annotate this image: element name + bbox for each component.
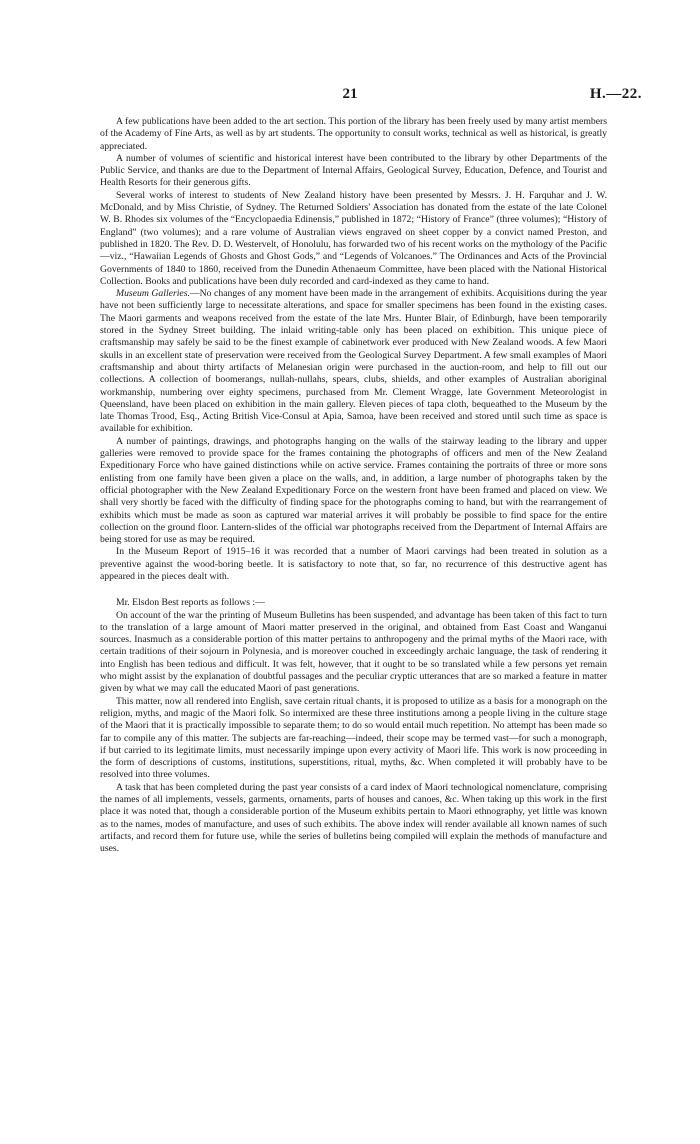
paragraph-departmental-gifts: A number of volumes of scientific and historical interest have been contributed to the library by other Departments of the Public Service, and thanks are due to the Department of Internal Affairs, Geological Survey, Education, Defence, and Tourist and Health Resorts for their generous gifts.	[100, 152, 607, 189]
best-report-intro: Mr. Elsdon Best reports as follows :—	[116, 597, 265, 609]
museum-galleries-text: —No changes of any moment have been made in the arrangement of exhibits. Acquisitions during the year have not been sufficiently large to necessitate alterations, and space for smaller specimens has been found in the existing cases. The Maori garments and weapons received from the estate of the late Mrs. Hunter Blair, of Edinburgh, have been temporarily stored in the Sydney Street building. The inlaid writing-table only has been placed on exhibition. This unique piece of craftsmanship may safely be said to be the finest example of cabinetwork ever produced with New Zealand woods. A few Maori skulls in an excellent state of preservation were received from the Geological Survey Department. A few small examples of Maori craftsmanship and about thirty artifacts of Melanesian origin were purchased in the auction-room, and help to fill out our collections. A collection of boomerangs, nullah-nullahs, spears, clubs, shields, and other examples of Australian aboriginal workmanship, numbering over eighty specimens, purchased from Mr. Clement Wragge, late Government Meteorologist in Queensland, have been placed on exhibition in the main gallery. Eleven pieces of tapa cloth, bequeathed to the Museum by the late Thomas Trood, Esq., Acting British Vice-Consul at Apia, Samoa, have been received and stored until such time as space is available for exhibition.	[100, 288, 607, 435]
museum-galleries-heading: Museum Galleries.	[116, 288, 190, 300]
best-report-monograph: This matter, now all rendered into English, save certain ritual chants, it is proposed to utilize as a basis for a monograph on the religion, myths, and magic of the Maori folk. So intermixed are these three institutions among a people living in the culture stage of the Maori that it is practically impossible to separate them; to do so would entail much repetition. No attempt has been made so far to compile any of this matter. The subjects are far-reaching—indeed, their scope may be termed vast—for such a monograph, if but carried to its legitimate limits, must necessarily impinge upon every activity of Maori life. This work is now proceeding in the form of descriptions of customs, institutions, superstitions, ritual, myths, &c. When completed it will probably have to be resolved into three volumes.	[100, 695, 607, 781]
document-reference: H.—22.	[589, 86, 642, 102]
paragraph-museum-galleries	[100, 288, 607, 436]
paragraph-art-section: A few publications have been added to the art section. This portion of the library has been freely used by many artist members of the Academy of Fine Arts, as well as by art students. The opportunity to consult works, technical as well as historical, is greatly appreciated.	[100, 116, 607, 152]
paragraph-presented-works: Several works of interest to students of New Zealand history have been presented by Messrs. J. H. Farquhar and J. W. McDonald, and by Miss Christie, of Sydney. The Returned Soldiers' Association has donated from the estate of the late Colonel W. B. Rhodes six volumes of the “Encyclopaedia Edinensis,” published in 1872; “History of France” (three volumes); “History of England” (two volumes); and a rare volume of Australian views engraved on sheet copper by a convict named Preston, and published in 1820. The Rev. D. D. Westervelt, of Honolulu, has forwarded two of his recent works on the mythology of the Pacific—viz., “Hawaiian Legends of Ghosts and Ghost Gods,” and “Legends of Volcanoes.” The Ordinances and Acts of the Provincial Governments of 1840 to 1860, received from the Dunedin Athenaeum Committee, have been placed with the National Historical Collection. Books and publications have been duly recorded and card-indexed as they came to hand.	[100, 189, 607, 287]
body-text	[100, 116, 607, 856]
best-report-card-index: A task that has been completed during the past year consists of a card index of Maori technological nomenclature, comprising the names of all implements, vessels, garments, ornaments, parts of houses and canoes, &c. When taking up this work in the first place it was noted that, though a considerable portion of the Museum exhibits pertain to Maori ethnography, yet little was known as to the names, modes of manufacture, and uses of such exhibits. The above index will render available all known names of such artifacts, and record them for future use, while the series of bulletins being compiled will explain the methods of manufacture and uses.	[100, 781, 607, 855]
best-report-translation: On account of the war the printing of Museum Bulletins has been suspended, and advantage has been taken of this fact to turn to the translation of a large amount of Maori matter preserved in the original, and obtained from East Coast and Wanganui sources. Inasmuch as a considerable portion of this matter pertains to anthropogeny and the primal myths of the Maori race, with certain traditions of their sojourn in Polynesia, and is moreover couched in exceedingly archaic language, the task of rendering it into English has been tedious and difficult. It was felt, however, that it ought to be so translated while a few persons yet remain who might assist by the explanation of doubtful passages and the peculiar cryptic utterances that are so marked a feature in matter given by what we may call the educated Maori of past generations.	[100, 609, 607, 695]
paragraph-maori-carvings: In the Museum Report of 1915–16 it was recorded that a number of Maori carvings had been treated in solution as a preventive against the wood-boring beetle. It is satisfactory to note that, so far, no recurrence of this destructive agent has appeared in the pieces dealt with.	[100, 546, 607, 582]
page-number: 21	[342, 86, 358, 102]
paragraph-stairway-photographs: A number of paintings, drawings, and photographs hanging on the walls of the stairway leading to the library and upper galleries were removed to provide space for the frames containing the photographs of officers and men of the New Zealand Expeditionary Force who have gained distinctions while on active service. Frames containing the portraits of three or more sons enlisting from one family have been given a place on the walls, and, in addition, a large number of photographs taken by the official photographer with the New Zealand Expeditionary Force on the western front have been framed and placed on view. We shall very shortly be faced with the difficulty of finding space for the photographs coming to hand, but with the rearrangement of exhibits which must be made as soon as captured war material arrives it will probably be possible to find space for the entire collection on the ground floor. Lantern-slides of the official war photographs received from the Department of Internal Affairs are being stored for use as may be required.	[100, 435, 607, 546]
